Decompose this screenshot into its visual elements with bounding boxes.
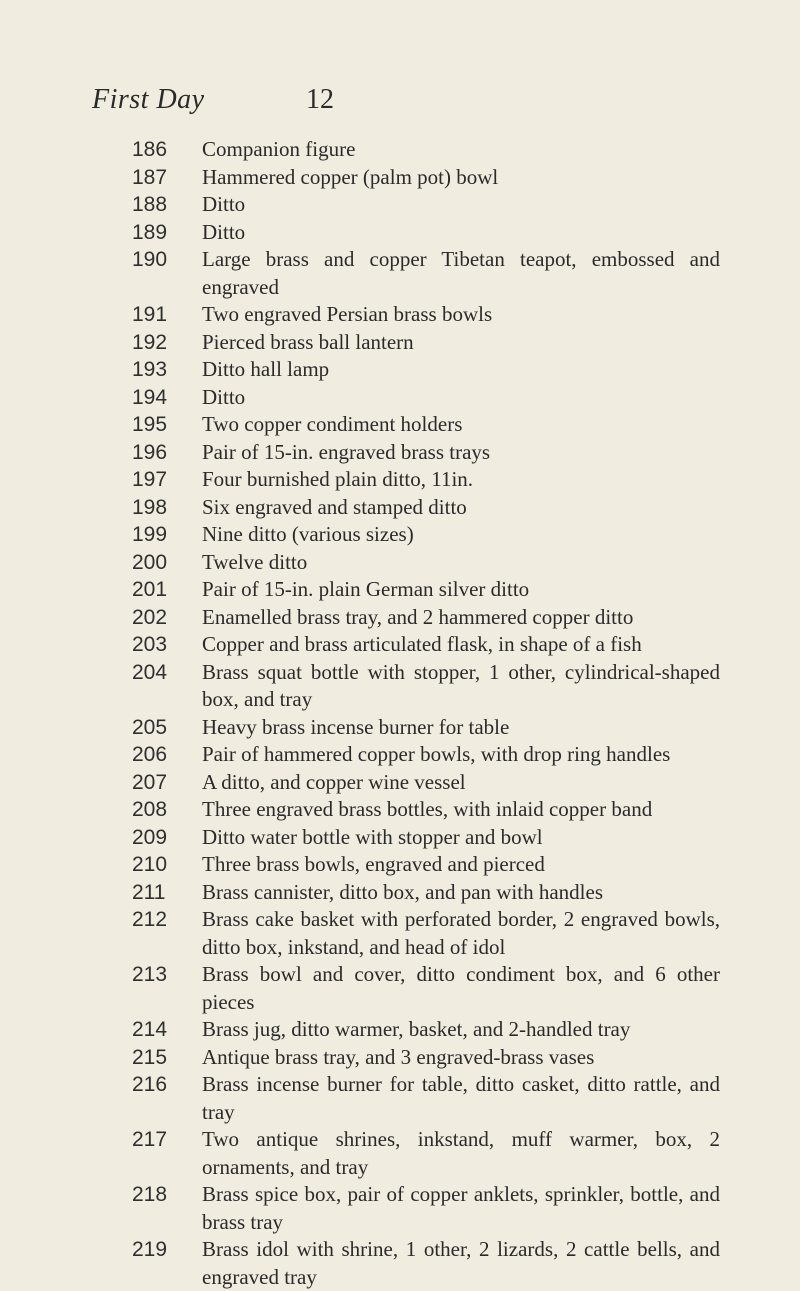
lot-description: Four burnished plain ditto, 11in.: [202, 467, 474, 491]
lot-number: 193: [132, 358, 168, 381]
lot-description: Brass bowl and cover, ditto condiment box, and 6 other pieces: [202, 962, 720, 1014]
lot-row: [0, 219, 800, 247]
lot-row: [0, 1126, 800, 1181]
page-header: [92, 84, 392, 124]
lot-row: [0, 356, 800, 384]
lot-description: Ditto: [202, 384, 246, 409]
lot-row: [0, 906, 800, 961]
lot-description: Ditto water bottle with stopper and bowl: [202, 824, 543, 849]
lot-row: [0, 879, 800, 907]
lot-number: 206: [132, 743, 168, 766]
lot-description: Pair of 15-in. engraved brass trays: [202, 439, 491, 464]
lot-description: Two copper condiment holders: [202, 412, 463, 436]
page-number: 12: [306, 84, 334, 115]
lot-number: 215: [132, 1045, 168, 1069]
lot-number: 214: [132, 1018, 168, 1041]
lot-number: 218: [132, 1183, 168, 1206]
lot-description: Ditto: [202, 219, 246, 244]
lot-description: Copper and brass articulated flask, in shape of a fish: [202, 632, 642, 656]
lot-description: Companion figure: [202, 137, 356, 161]
lot-number: 205: [132, 715, 168, 739]
lot-description: Pierced brass ball lantern: [202, 329, 414, 354]
lot-number: 198: [132, 495, 168, 519]
lot-description: Enamelled brass tray, and 2 hammered copper ditto: [202, 604, 634, 629]
lot-row: [0, 466, 800, 494]
lot-row: [0, 851, 800, 879]
lot-number: 190: [132, 248, 168, 271]
lot-description: Brass jug, ditto warmer, basket, and 2-handled tray: [202, 1017, 631, 1041]
lot-description: Ditto: [202, 192, 246, 216]
lot-number: 197: [132, 468, 168, 491]
lot-description: Two antique shrines, inkstand, muff warmer, box, 2 ornaments, and tray: [202, 1127, 720, 1179]
lot-row: [0, 1044, 800, 1072]
lot-row: [0, 604, 800, 632]
lot-description: Brass idol with shrine, 1 other, 2 lizards, 2 cattle bells, and engraved tray: [202, 1237, 720, 1289]
lot-description: Pair of 15-in. plain German silver ditto: [202, 577, 530, 601]
lot-list: [0, 136, 800, 1291]
lot-number: 219: [132, 1238, 168, 1261]
lot-description: Pair of hammered copper bowls, with drop ring handles: [202, 742, 671, 766]
lot-number: 212: [132, 908, 168, 931]
lot-number: 194: [132, 385, 168, 409]
lot-row: [0, 246, 800, 301]
lot-number: 207: [132, 770, 168, 794]
lot-number: 195: [132, 413, 168, 436]
lot-row: [0, 439, 800, 467]
lot-row: [0, 824, 800, 852]
lot-row: [0, 329, 800, 357]
lot-number: 204: [132, 660, 168, 684]
lot-row: [0, 631, 800, 659]
lot-number: 188: [132, 193, 168, 216]
lot-number: 201: [132, 578, 168, 601]
lot-description: Six engraved and stamped ditto: [202, 494, 467, 519]
lot-number: 192: [132, 330, 168, 354]
lot-row: [0, 1071, 800, 1126]
lot-description: Brass spice box, pair of copper anklets, sprinkler, bottle, and brass tray: [202, 1182, 720, 1234]
lot-description: Antique brass tray, and 3 engraved-brass vases: [202, 1044, 595, 1069]
lot-row: [0, 549, 800, 577]
lot-number: 200: [132, 550, 168, 574]
lot-row: [0, 714, 800, 742]
lot-row: [0, 411, 800, 439]
lot-row: [0, 1016, 800, 1044]
lot-description: Brass squat bottle with stopper, 1 other, cylindrical-shaped box, and tray: [202, 659, 720, 711]
lot-description: A ditto, and copper wine vessel: [202, 769, 466, 794]
lot-number: 186: [132, 138, 168, 161]
lot-row: [0, 1181, 800, 1236]
lot-description: Two engraved Persian brass bowls: [202, 302, 493, 326]
lot-number: 208: [132, 798, 168, 821]
lot-description: Brass cannister, ditto box, and pan with handles: [202, 879, 603, 904]
lot-row: [0, 576, 800, 604]
lot-row: [0, 494, 800, 522]
lot-number: 191: [132, 303, 168, 326]
lot-number: 199: [132, 523, 168, 546]
lot-number: 216: [132, 1073, 168, 1096]
lot-description: Ditto hall lamp: [202, 357, 330, 381]
lot-row: [0, 741, 800, 769]
lot-row: [0, 521, 800, 549]
lot-number: 187: [132, 165, 168, 189]
lot-number: 217: [132, 1128, 168, 1151]
lot-number: 203: [132, 633, 168, 656]
lot-description: Three engraved brass bottles, with inlaid copper band: [202, 797, 653, 821]
lot-row: [0, 796, 800, 824]
lot-row: [0, 191, 800, 219]
lot-description: Brass cake basket with perforated border, 2 engraved bowls, ditto box, inkstand, and head of idol: [202, 907, 720, 959]
lot-row: [0, 769, 800, 797]
lot-description: Brass incense burner for table, ditto casket, ditto rattle, and tray: [202, 1072, 720, 1124]
lot-row: [0, 301, 800, 329]
lot-description: Heavy brass incense burner for table: [202, 714, 510, 739]
lot-number: 210: [132, 853, 168, 876]
lot-number: 202: [132, 605, 168, 629]
lot-row: [0, 384, 800, 412]
lot-number: 189: [132, 220, 168, 244]
lot-row: [0, 961, 800, 1016]
lot-description: Large brass and copper Tibetan teapot, embossed and engraved: [202, 247, 720, 299]
page-title: First Day: [92, 84, 205, 115]
lot-number: 211: [132, 880, 166, 904]
lot-description: Hammered copper (palm pot) bowl: [202, 164, 499, 189]
lot-number: 209: [132, 825, 168, 849]
lot-description: Three brass bowls, engraved and pierced: [202, 852, 545, 876]
lot-row: [0, 659, 800, 714]
lot-description: Twelve ditto: [202, 549, 308, 574]
lot-row: [0, 164, 800, 192]
lot-row: [0, 1236, 800, 1291]
lot-row: [0, 136, 800, 164]
lot-number: 213: [132, 963, 168, 986]
lot-number: 196: [132, 440, 168, 464]
lot-description: Nine ditto (various sizes): [202, 522, 414, 546]
